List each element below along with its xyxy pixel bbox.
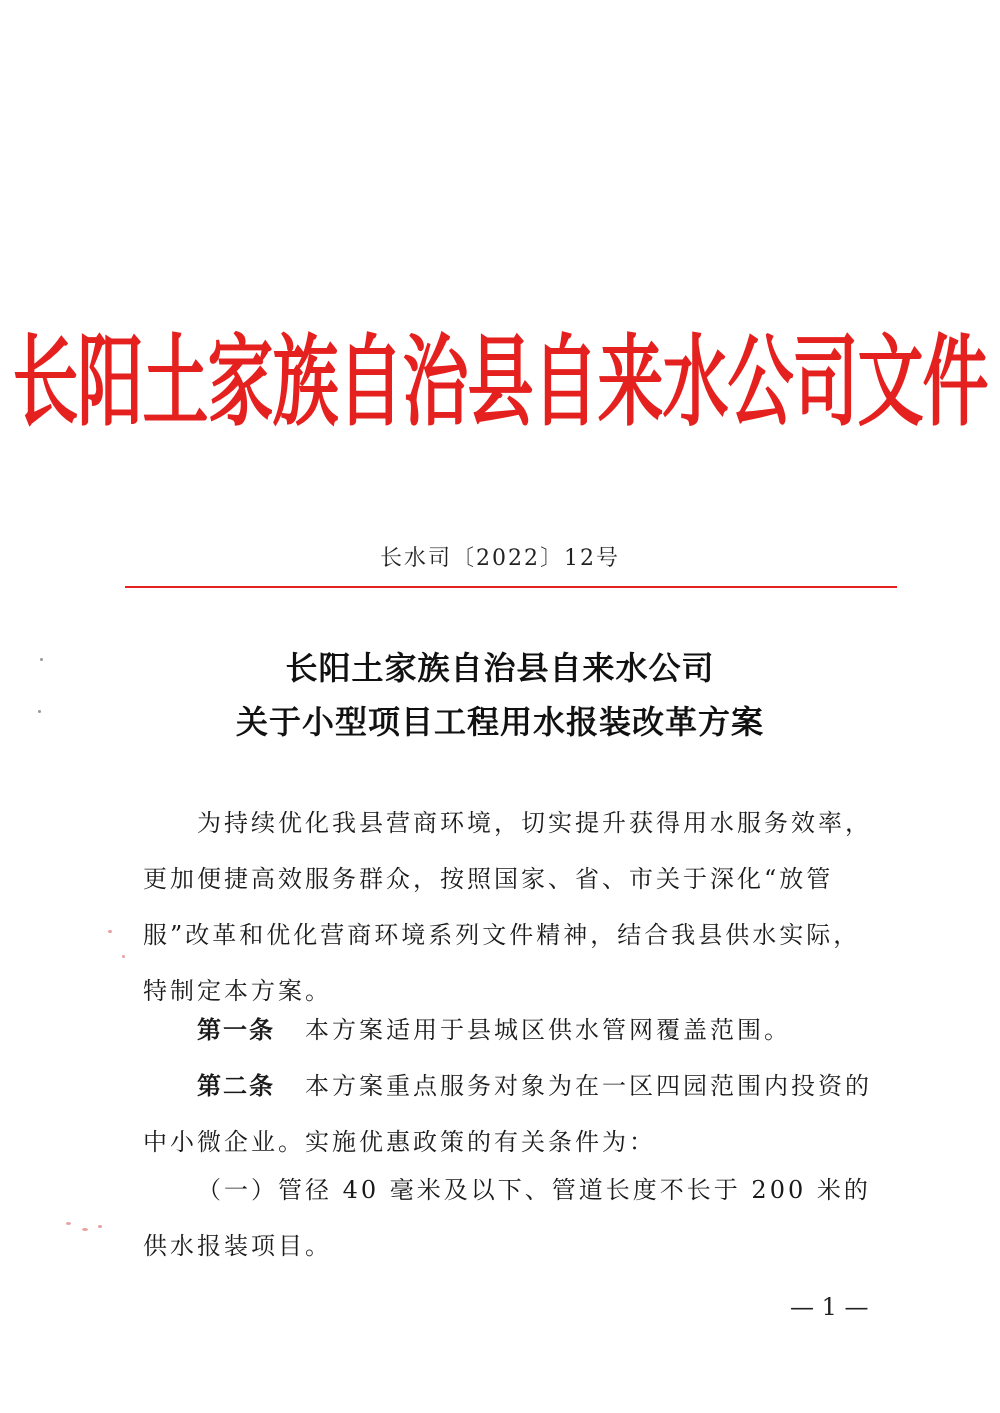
article-1-label: 第一条	[197, 1016, 275, 1044]
scan-speck	[98, 1225, 102, 1228]
scan-speck	[66, 1222, 71, 1225]
intro-paragraph: 为持续优化我县营商环境，切实提升获得用水服务效率，更加便捷高效服务群众，按照国家、省、市关于深化“放管服”改革和优化营商环境系列文件精神，结合我县供水实际，特制定本方案。	[143, 809, 872, 1005]
article-2-item-1: （一）管径 40 毫米及以下、管道长度不长于 200 米的供水报装项目。	[143, 1176, 871, 1260]
article-1-text: 本方案适用于县城区供水管网覆盖范围。	[305, 1016, 791, 1044]
masthead-title: 长阳土家族自治县自来水公司文件	[12, 324, 988, 440]
article-2-label: 第二条	[197, 1072, 275, 1100]
scan-speck	[122, 955, 125, 958]
article-2	[143, 1058, 878, 1170]
document-title-line-1: 长阳土家族自治县自来水公司	[285, 649, 715, 687]
scan-speck	[82, 1228, 88, 1231]
scan-speck	[108, 930, 112, 933]
article-2-text: 本方案重点服务对象为在一区四园范围内投资的中小微企业。实施优惠政策的有关条件为：	[143, 1072, 872, 1156]
scan-speck	[38, 710, 41, 713]
document-number: 长水司〔2022〕12号	[380, 546, 620, 571]
document-title-line-2: 关于小型项目工程用水报装改革方案	[235, 703, 764, 741]
page-number: — 1 —	[790, 1293, 869, 1321]
article-1	[143, 1002, 878, 1058]
red-separator-line	[125, 586, 897, 588]
scan-speck	[40, 658, 43, 661]
